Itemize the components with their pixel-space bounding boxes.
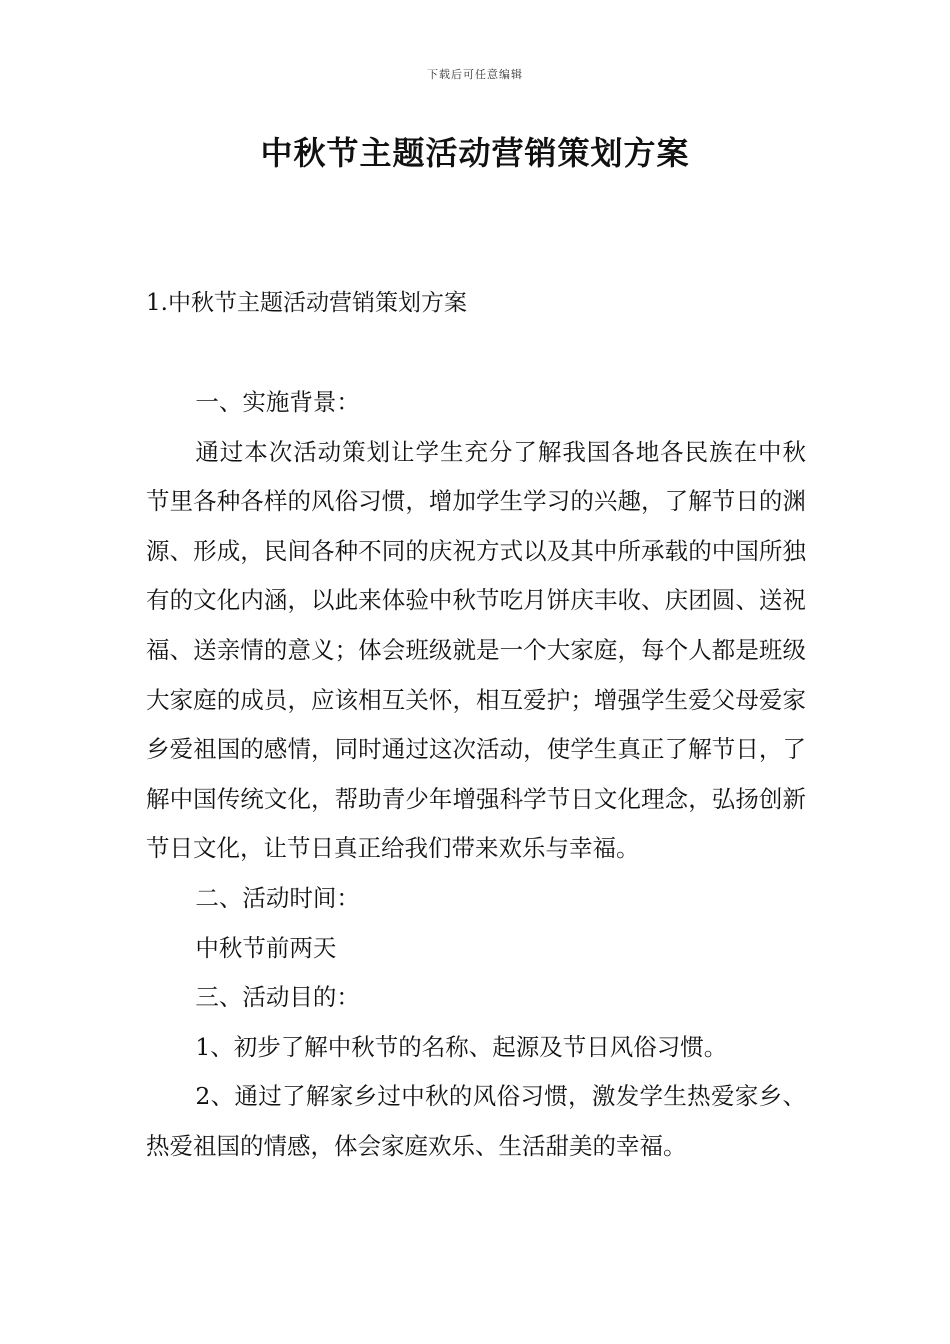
section-heading: 1.中秋节主题活动营销策划方案 <box>146 290 467 316</box>
purpose-item-2: 2、通过了解家乡过中秋的风俗习惯，激发学生热爱家乡、热爱祖国的情感，体会家庭欢乐、生活甜美的幸福。 <box>146 1082 806 1160</box>
header-note: 下载后可任意编辑 <box>427 68 523 81</box>
body-text <box>146 378 806 1172</box>
purpose-item-1: 1、初步了解中秋节的名称、起源及节日风俗习惯。 <box>195 1032 728 1061</box>
paragraph-background: 通过本次活动策划让学生充分了解我国各地各民族在中秋节里各种各样的风俗习惯，增加学生学习的兴趣，了解节日的渊源、形成，民间各种不同的庆祝方式以及其中所承载的中国所独有的文化内涵，以此来体验中秋节吃月饼庆丰收、庆团圆、送祝福、送亲情的意义；体会班级就是一个大家庭，每个人都是班级大家庭的成员，应该相互关怀，相互爱护；增强学生爱父母爱家乡爱祖国的感情，同时通过这次活动，使学生真正了解节日，了解中国传统文化，帮助青少年增强科学节日文化理念，弘扬创新节日文化，让节日真正给我们带来欢乐与幸福。 <box>146 437 806 863</box>
heading-activity-time: 二、活动时间： <box>195 883 360 912</box>
document-title: 中秋节主题活动营销策划方案 <box>260 134 690 172</box>
heading-activity-purpose: 三、活动目的： <box>195 983 360 1012</box>
heading-background: 一、实施背景： <box>195 388 360 416</box>
paragraph-activity-time: 中秋节前两天 <box>195 933 337 962</box>
